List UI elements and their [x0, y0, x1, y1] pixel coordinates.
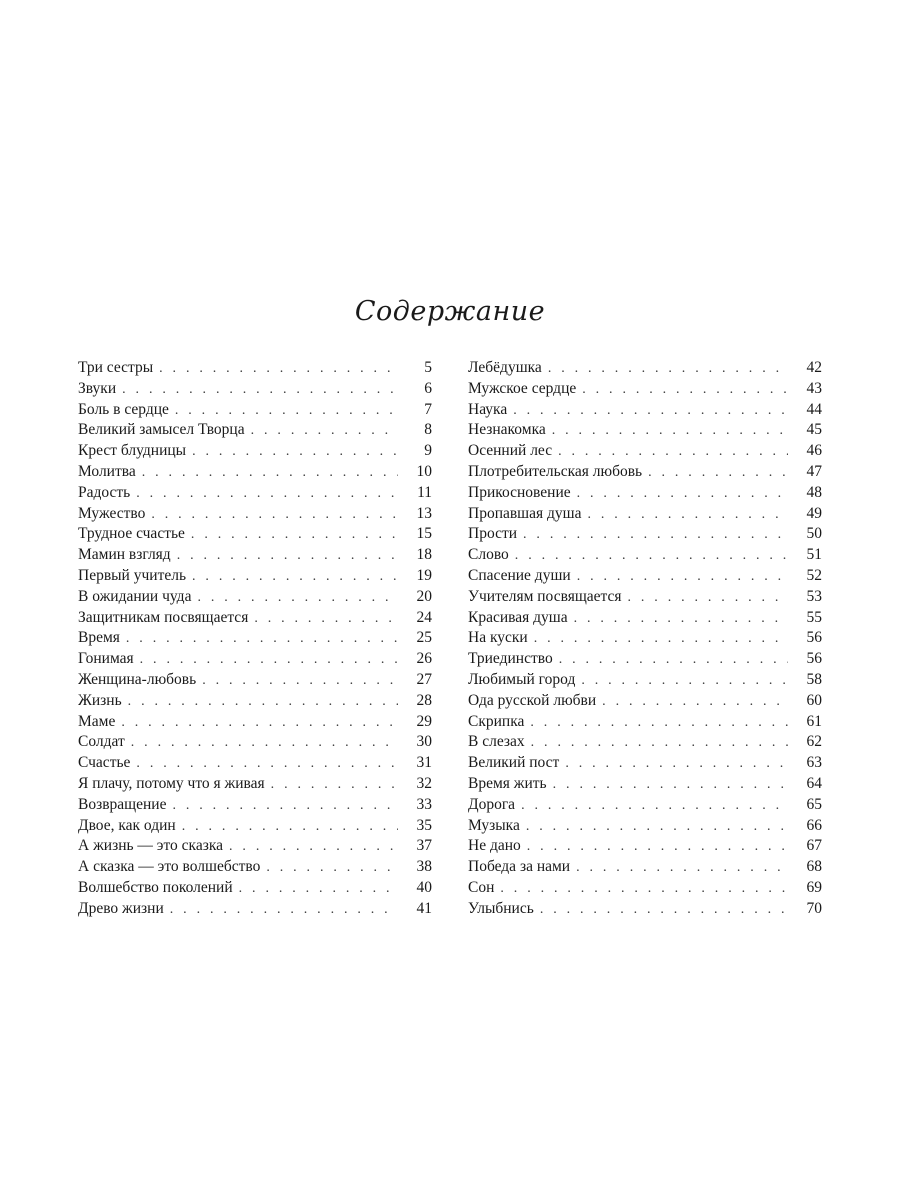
dot-leader	[548, 359, 788, 380]
toc-entry-title: Время	[78, 629, 120, 647]
toc-entry-page: 68	[806, 858, 822, 876]
dot-leader	[126, 629, 398, 650]
dot-leader	[128, 692, 398, 713]
toc-entry-title: Музыка	[468, 816, 520, 834]
toc-entry	[78, 420, 432, 441]
toc-entry-title: Учителям посвящается	[468, 587, 622, 605]
dot-leader	[197, 588, 398, 609]
dot-leader	[159, 359, 398, 380]
dot-leader	[581, 671, 788, 692]
dot-leader	[553, 775, 788, 796]
toc-entry-page: 45	[806, 421, 822, 439]
dot-leader	[582, 380, 788, 401]
toc-entry-title: Сон	[468, 878, 495, 896]
dot-leader	[559, 650, 788, 671]
dot-leader	[239, 879, 398, 900]
toc-entry-page: 41	[416, 899, 432, 917]
toc-entry	[78, 608, 432, 629]
toc-entry	[78, 358, 432, 379]
toc-entry	[78, 379, 432, 400]
dot-leader	[531, 733, 788, 754]
toc-entry-title: Маме	[78, 712, 116, 730]
toc-entry-title: Гонимая	[78, 650, 134, 668]
toc-entry-page: 28	[416, 691, 432, 709]
toc-entry-title: Звуки	[78, 379, 117, 397]
dot-leader	[172, 796, 398, 817]
toc-entry-title: Боль в сердце	[78, 400, 169, 418]
toc-entry	[78, 753, 432, 774]
toc-entry-page: 56	[806, 650, 822, 668]
toc-entry-page: 18	[416, 546, 432, 564]
toc-entry	[78, 878, 432, 899]
toc-entry	[468, 587, 822, 608]
toc-entry	[468, 483, 822, 504]
toc-entry-page: 7	[424, 400, 432, 418]
dot-leader	[513, 401, 788, 422]
toc-entry-page: 6	[424, 379, 432, 397]
toc-entry-page: 32	[416, 774, 432, 792]
toc-entry-page: 55	[806, 608, 822, 626]
toc-entry	[468, 379, 822, 400]
toc-entry	[78, 566, 432, 587]
toc-entry-page: 69	[806, 878, 822, 896]
dot-leader	[526, 817, 788, 838]
dot-leader	[515, 546, 788, 567]
toc-entry	[468, 899, 822, 920]
dot-leader	[151, 505, 398, 526]
toc-entry	[468, 628, 822, 649]
dot-leader	[177, 546, 398, 567]
toc-entry-title: Лебёдушка	[468, 359, 542, 376]
toc-entry-page: 44	[806, 400, 822, 418]
page-title: Содержание	[354, 296, 546, 327]
toc-entry	[468, 691, 822, 712]
toc-entry-page: 29	[416, 712, 432, 730]
toc-entry	[468, 358, 822, 379]
toc-entry-page: 50	[806, 525, 822, 543]
toc-entry	[468, 795, 822, 816]
toc-entry	[78, 524, 432, 545]
toc-entry-title: Скрипка	[468, 712, 525, 730]
dot-leader	[530, 713, 788, 734]
toc-entry-page: 52	[806, 566, 822, 584]
toc-entry-page: 56	[806, 629, 822, 647]
dot-leader	[628, 588, 789, 609]
toc-entry-title: Защитникам посвящается	[78, 608, 249, 626]
toc-entry-title: Женщина-любовь	[78, 670, 197, 688]
dot-leader	[182, 817, 398, 838]
dot-leader	[136, 754, 398, 775]
toc-entry	[468, 774, 822, 795]
toc-column-right	[468, 358, 822, 920]
toc-entry-title: Я плачу, потому что я живая	[78, 774, 265, 792]
dot-leader	[140, 650, 398, 671]
toc-entry-page: 53	[806, 587, 822, 605]
toc-entry	[468, 649, 822, 670]
toc-entry-title: Двое, как один	[78, 816, 176, 834]
toc-entry	[78, 795, 432, 816]
toc-entry-title: Прикосновение	[468, 483, 571, 501]
toc-entry-title: Пропавшая душа	[468, 504, 582, 522]
toc-entry-page: 13	[416, 504, 432, 522]
toc-entry	[78, 400, 432, 421]
toc-entry	[468, 836, 822, 857]
dot-leader	[523, 525, 788, 546]
toc-entry-page: 8	[424, 421, 432, 439]
toc-entry	[78, 545, 432, 566]
toc-entry-page: 58	[806, 670, 822, 688]
toc-entry-title: Прости	[468, 525, 518, 543]
toc-entry	[468, 878, 822, 899]
toc-entry-title: Красивая душа	[468, 608, 568, 626]
dot-leader	[587, 505, 788, 526]
dot-leader	[191, 525, 398, 546]
toc-entry	[468, 608, 822, 629]
toc-entry-page: 27	[416, 670, 432, 688]
dot-leader	[122, 380, 398, 401]
toc-entry-title: Три сестры	[78, 359, 154, 376]
toc-entry	[468, 504, 822, 525]
toc-entry	[468, 545, 822, 566]
toc-entry-title: Победа за нами	[468, 858, 571, 876]
dot-leader	[192, 567, 398, 588]
toc-entry-page: 70	[806, 899, 822, 917]
toc-entry-title: Спасение души	[468, 566, 571, 584]
toc-entry	[468, 857, 822, 878]
toc-entry	[78, 441, 432, 462]
toc-entry-page: 33	[416, 795, 432, 813]
dot-leader	[121, 713, 398, 734]
toc-entry-title: Первый учитель	[78, 566, 187, 584]
toc-entry-page: 26	[416, 650, 432, 668]
toc-entry-page: 42	[806, 359, 822, 376]
toc-entry-title: Триединство	[468, 650, 553, 668]
dot-leader	[574, 609, 788, 630]
toc-entry-page: 46	[806, 442, 822, 460]
toc-entry-title: Крест блудницы	[78, 442, 187, 460]
toc-entry-title: Возвращение	[78, 795, 167, 813]
dot-leader	[192, 442, 398, 463]
toc-entry-title: Великий замысел Творца	[78, 421, 245, 439]
toc-entry-title: Наука	[468, 400, 508, 418]
dot-leader	[131, 733, 398, 754]
toc-entry-title: Мамин взгляд	[78, 546, 171, 564]
toc-entry	[468, 441, 822, 462]
toc-entry-title: Жизнь	[78, 691, 122, 709]
toc-entry-page: 5	[424, 359, 432, 376]
toc-entry-title: Незнакомка	[468, 421, 546, 439]
toc-entry-page: 67	[806, 837, 822, 855]
dot-leader	[577, 484, 788, 505]
dot-leader	[266, 858, 398, 879]
toc-entry-page: 65	[806, 795, 822, 813]
toc-entry-page: 40	[416, 878, 432, 896]
toc-entry-page: 66	[806, 816, 822, 834]
toc-entry-page: 62	[806, 733, 822, 751]
toc-entry-title: Любимый город	[468, 670, 576, 688]
dot-leader	[271, 775, 398, 796]
toc-entry-page: 24	[416, 608, 432, 626]
toc-entry-title: А сказка — это волшебство	[78, 858, 261, 876]
toc-entry-title: Плотребительская любовь	[468, 462, 643, 480]
toc-entry-title: Молитва	[78, 462, 136, 480]
toc-entry-title: Не дано	[468, 837, 521, 855]
toc-entry	[78, 774, 432, 795]
toc-entry-title: Солдат	[78, 733, 125, 751]
toc-entry-title: Время жить	[468, 774, 547, 792]
toc-entry-page: 38	[416, 858, 432, 876]
toc-entry-page: 35	[416, 816, 432, 834]
dot-leader	[521, 796, 788, 817]
toc-entry-title: Улыбнись	[468, 899, 534, 917]
toc-entry	[468, 670, 822, 691]
dot-leader	[552, 421, 788, 442]
dot-leader	[577, 567, 788, 588]
toc-column-left	[78, 358, 432, 920]
toc-entry-page: 30	[416, 733, 432, 751]
toc-entry-title: Мужское сердце	[468, 379, 577, 397]
toc-entry-title: Мужество	[78, 504, 146, 522]
dot-leader	[202, 671, 398, 692]
toc-entry-page: 43	[806, 379, 822, 397]
toc-entry-title: Волшебство поколений	[78, 878, 233, 896]
toc-entry	[78, 504, 432, 525]
toc-entry-page: 48	[806, 483, 822, 501]
toc-entry-title: Трудное счастье	[78, 525, 185, 543]
dot-leader	[136, 484, 398, 505]
toc-entry-page: 20	[416, 587, 432, 605]
toc-entry-title: А жизнь — это сказка	[78, 837, 224, 855]
toc-entry	[468, 732, 822, 753]
toc-entry-page: 25	[416, 629, 432, 647]
toc-entry	[78, 899, 432, 920]
dot-leader	[558, 442, 788, 463]
toc-entry-page: 61	[806, 712, 822, 730]
toc-entry-title: Великий пост	[468, 754, 560, 772]
dot-leader	[602, 692, 788, 713]
toc-entry-page: 9	[424, 442, 432, 460]
toc-entry-page: 49	[806, 504, 822, 522]
toc-entry-page: 60	[806, 691, 822, 709]
toc-entry-title: Счастье	[78, 754, 131, 772]
toc-entry	[78, 483, 432, 504]
toc-entry-title: В ожидании чуда	[78, 587, 192, 605]
toc-entry	[78, 816, 432, 837]
toc-entry-page: 51	[806, 546, 822, 564]
toc-entry-page: 31	[416, 754, 432, 772]
toc-entry-page: 63	[806, 754, 822, 772]
toc-entry	[78, 649, 432, 670]
toc-entry-page: 10	[416, 462, 432, 480]
toc-entry-title: Ода русской любви	[468, 691, 597, 709]
toc-entry-title: В слезах	[468, 733, 525, 751]
dot-leader	[565, 754, 788, 775]
toc-entry	[78, 462, 432, 483]
dot-leader	[251, 421, 398, 442]
toc-entry	[78, 732, 432, 753]
toc-entry	[468, 816, 822, 837]
toc-entry	[468, 462, 822, 483]
dot-leader	[229, 837, 398, 858]
toc-entry-page: 11	[417, 483, 432, 501]
toc-entry-page: 64	[806, 774, 822, 792]
toc-entry-title: Дорога	[468, 795, 516, 813]
dot-leader	[500, 879, 788, 900]
toc-entry	[468, 712, 822, 733]
toc-entry	[468, 400, 822, 421]
dot-leader	[170, 900, 398, 921]
dot-leader	[175, 401, 398, 422]
toc-entry-page: 19	[416, 566, 432, 584]
toc-entry-title: Слово	[468, 546, 509, 564]
dot-leader	[540, 900, 788, 921]
toc-entry	[468, 420, 822, 441]
toc-entry	[78, 670, 432, 691]
toc-entry	[78, 628, 432, 649]
toc-entry-title: На куски	[468, 629, 528, 647]
dot-leader	[576, 858, 788, 879]
toc-entry-page: 15	[416, 525, 432, 543]
dot-leader	[527, 837, 788, 858]
toc-entry	[468, 524, 822, 545]
toc-entry-title: Радость	[78, 483, 131, 501]
dot-leader	[534, 629, 788, 650]
dot-leader	[142, 463, 398, 484]
dot-leader	[648, 463, 788, 484]
toc-entry	[78, 712, 432, 733]
toc-entry-page: 47	[806, 462, 822, 480]
toc-entry-title: Осенний лес	[468, 442, 553, 460]
toc-entry-title: Древо жизни	[78, 899, 164, 917]
toc-entry	[78, 691, 432, 712]
toc-entry	[468, 566, 822, 587]
dot-leader	[254, 609, 398, 630]
toc-entry	[78, 857, 432, 878]
toc-entry	[468, 753, 822, 774]
toc-entry	[78, 836, 432, 857]
toc-entry-page: 37	[416, 837, 432, 855]
toc-entry	[78, 587, 432, 608]
